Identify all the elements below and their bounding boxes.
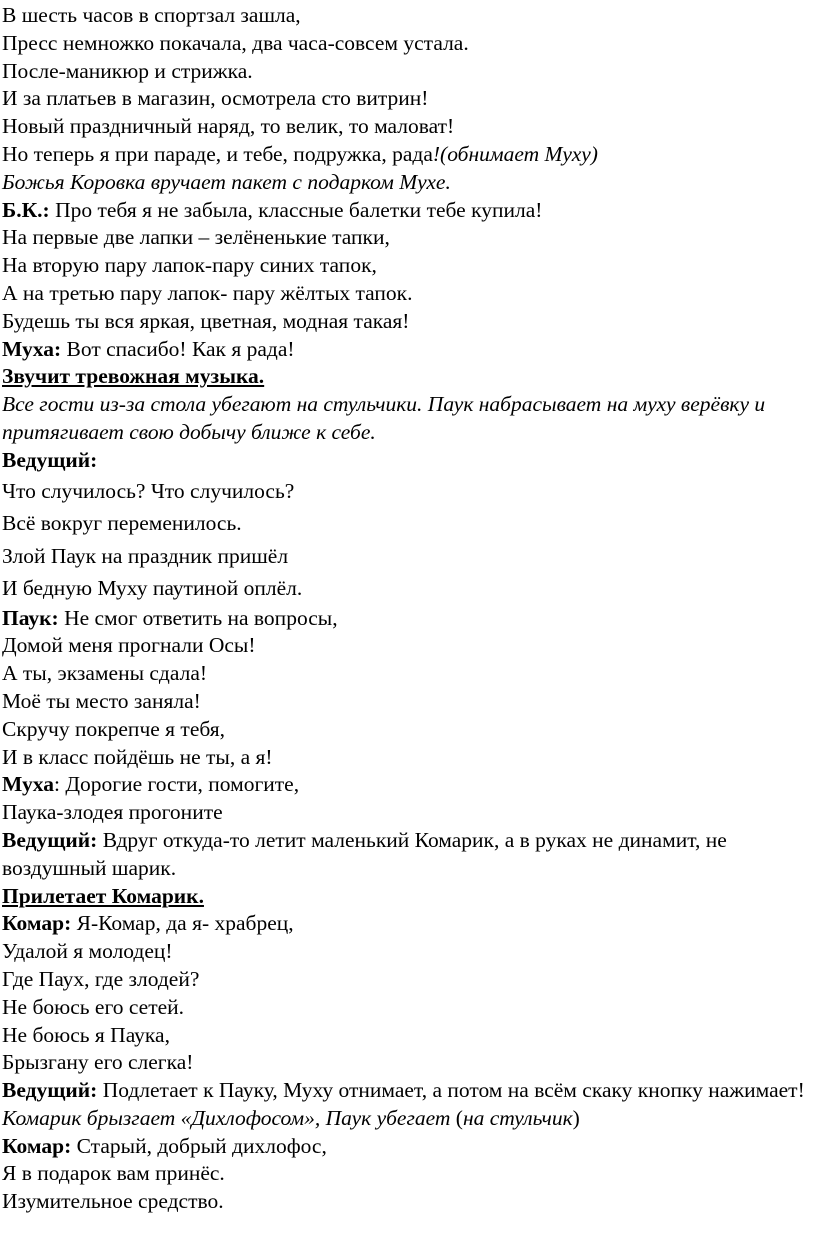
speaker-label: Муха [2, 772, 54, 797]
dialogue-line [2, 910, 816, 938]
text-line: Не боюсь я Паука, [2, 1022, 170, 1047]
line-text: Вдруг откуда-то летит маленький Комарик, а в руках не динамит, не воздушный шарик. [2, 827, 727, 880]
speaker-label: Ведущий: [2, 1078, 98, 1103]
text-line: Новый праздничный наряд, то велик, то маловат! [2, 114, 455, 139]
text-line: Паука-злодея прогоните [2, 800, 223, 825]
line-text: Не смог ответить на вопросы, [58, 605, 338, 630]
line-text: : Дорогие гости, помогите, [53, 772, 300, 797]
dialogue-line [2, 1077, 810, 1105]
text-line: И бедную Муху паутиной оплёл. [2, 576, 303, 601]
stage-direction-line [2, 1105, 816, 1133]
text-line: Где Паух, где злодей? [2, 966, 200, 991]
speaker-label: Комар: [2, 1133, 72, 1158]
text-line: Что случилось? Что случилось? [2, 478, 295, 503]
stage-heading: Прилетает Комарик. [2, 883, 204, 908]
text-line: В шесть часов в спортзал зашла, [2, 3, 301, 27]
text-line: Злой Паук на праздник пришёл [2, 543, 289, 568]
line-text: ( [450, 1105, 463, 1130]
text-line: Всё вокруг переменилось. [2, 511, 242, 536]
line-text: Но теперь я при параде, и тебе, подружка, рада [2, 141, 433, 166]
stage-direction: !(обнимает Муху) [432, 141, 598, 166]
speaker-label: Муха: [2, 336, 62, 361]
text-line: Удалой я молодец! [2, 939, 173, 964]
line-text: Вот спасибо! Как я рада! [61, 336, 295, 361]
line-text: Про тебя я не забыла, классные балетки тебе купила! [49, 197, 543, 222]
line-text: Старый, добрый дихлофос, [71, 1133, 327, 1158]
dialogue-line [2, 336, 816, 364]
text-line: Я в подарок вам принёс. [2, 1161, 225, 1186]
stage-direction: Все гости из-за стола убегают на стульчики. Паук набрасывает на муху верёвку и притягивает свою добычу ближе к себе. [2, 392, 766, 444]
dialogue-line [2, 827, 810, 883]
stage-heading: Звучит тревожная музыка. [2, 364, 265, 389]
line-text: Я-Комар, да я- храбрец, [71, 911, 294, 936]
speaker-label: Комар: [2, 911, 72, 936]
text-line: Будешь ты вся яркая, цветная, модная такая! [2, 308, 410, 333]
text-line: А ты, экзамены сдала! [2, 661, 208, 686]
text-line: На вторую пару лапок-пару синих тапок, [2, 253, 377, 278]
text-line: И за платьев в магазин, осмотрела сто витрин! [2, 86, 429, 111]
line-text: Подлетает к Пауку, Муху отнимает, а потом на всём скаку кнопку нажимает! [97, 1078, 805, 1103]
text-line: Не боюсь его сетей. [2, 994, 185, 1019]
text-line: Скручу покрепче я тебя, [2, 716, 226, 741]
text-line: Моё ты место заняла! [2, 688, 201, 713]
dialogue-line [2, 1133, 816, 1161]
text-line [2, 141, 816, 169]
text-line: На первые две лапки – зелёненькие тапки, [2, 225, 390, 250]
dialogue-line [2, 605, 816, 633]
stage-direction: на стульчик [462, 1105, 573, 1130]
speaker-label: Паук: [2, 605, 59, 630]
text-line: После-маникюр и стрижка. [2, 58, 253, 83]
dialogue-line [2, 197, 816, 225]
text-line: И в класс пойдёшь не ты, а я! [2, 744, 273, 769]
text-line: Брызгану его слегка! [2, 1050, 194, 1075]
dialogue-line [2, 771, 816, 799]
text-line: Изумительное средство. [2, 1189, 224, 1214]
text-line: Домой меня прогнали Осы! [2, 633, 256, 658]
text-line: Пресс немножко покачала, два часа-совсем устала. [2, 30, 469, 55]
speaker-label: Ведущий: [2, 827, 98, 852]
stage-direction: Божья Коровка вручает пакет с подарком Мухе. [2, 169, 451, 194]
speaker-label: Б.К.: [2, 197, 50, 222]
speaker-label: Ведущий: [2, 447, 98, 472]
stage-direction: Комарик брызгает «Дихлофосом», Паук убегает [2, 1105, 451, 1130]
text-line: А на третью пару лапок- пару жёлтых тапок. [2, 280, 413, 305]
line-text: ) [572, 1105, 580, 1130]
